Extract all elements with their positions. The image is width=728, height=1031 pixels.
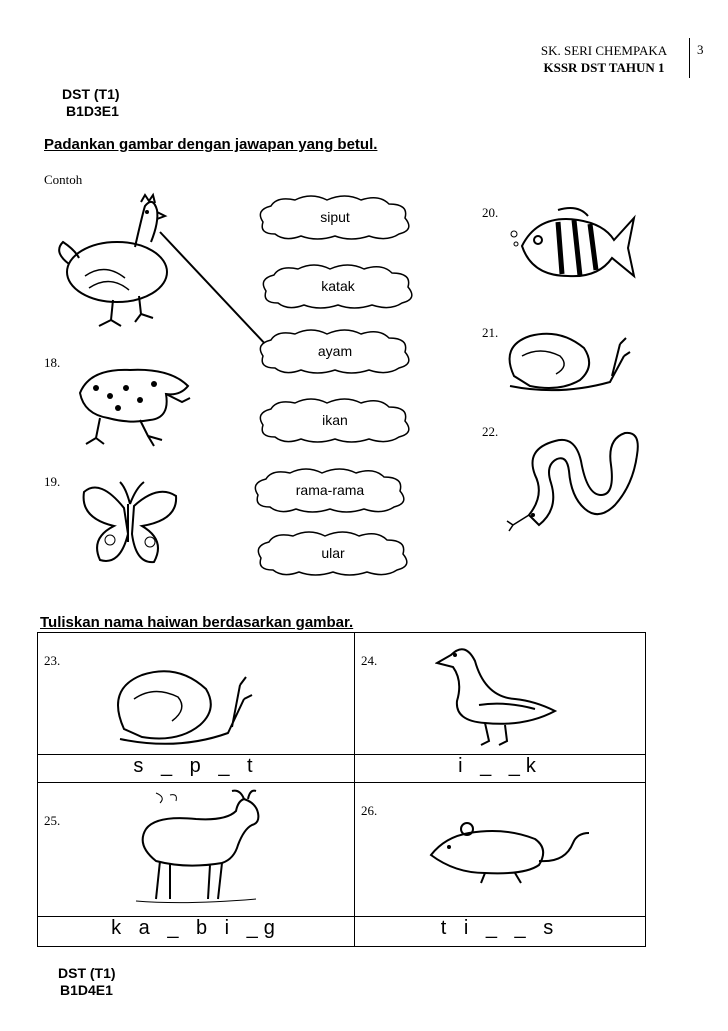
example-label: Contoh xyxy=(44,172,83,187)
question-24-cell xyxy=(355,633,646,755)
word-cloud-katak xyxy=(258,263,418,309)
question-26-cell xyxy=(355,783,646,917)
question-23-cell xyxy=(38,633,355,755)
question-26-number: 26. xyxy=(361,803,378,818)
question-20-number: 20. xyxy=(482,205,499,220)
word-ikan: ikan xyxy=(322,412,348,428)
question-25-cell xyxy=(38,783,355,917)
question-19-number: 19. xyxy=(44,474,61,489)
answer-grid xyxy=(37,632,646,947)
section2-title: Tuliskan nama haiwan berdasarkan gambar. xyxy=(40,614,354,631)
word-ayam: ayam xyxy=(317,343,353,359)
butterfly-illustration xyxy=(80,478,180,568)
section1-title: Padankan gambar dengan jawapan yang betul. xyxy=(44,136,378,153)
exam-name: KSSR DST TAHUN 1 xyxy=(543,60,665,75)
answer-25: k a _ b i _g xyxy=(38,917,355,947)
school-name: SK. SERI CHEMPAKA xyxy=(540,43,668,58)
question-24-number: 24. xyxy=(361,653,378,668)
answer-26: t i _ _ s xyxy=(355,917,646,947)
word-ular: ular xyxy=(321,545,345,561)
word-siput: siput xyxy=(320,209,350,225)
code-bottom-a: DST (T1) xyxy=(58,965,116,981)
word-cloud-rama-rama xyxy=(250,467,410,513)
question-23-number: 23. xyxy=(44,653,61,668)
code-top-b: B1D3E1 xyxy=(66,103,119,119)
word-cloud-ikan xyxy=(255,397,415,443)
fish-illustration xyxy=(508,206,638,286)
word-rama-rama: rama-rama xyxy=(295,482,365,498)
rat-illustration xyxy=(425,803,595,903)
snail-illustration-23 xyxy=(108,659,258,749)
word-cloud-ular xyxy=(253,530,413,576)
word-cloud-ayam xyxy=(255,328,415,374)
page-number: 3 xyxy=(697,42,704,57)
word-cloud-siput xyxy=(255,194,415,240)
code-bottom-b: B1D4E1 xyxy=(60,982,113,998)
answer-24: i _ _k xyxy=(355,755,646,783)
question-25-number: 25. xyxy=(44,813,61,828)
code-top-a: DST (T1) xyxy=(62,86,120,102)
snail-illustration xyxy=(500,326,640,396)
frog-illustration xyxy=(70,358,195,448)
snake-illustration xyxy=(505,425,645,535)
question-21-number: 21. xyxy=(482,325,499,340)
question-22-number: 22. xyxy=(482,424,499,439)
answer-23: s _ p _ t xyxy=(38,755,355,783)
word-katak: katak xyxy=(321,278,355,294)
goat-illustration xyxy=(126,789,266,913)
duck-illustration xyxy=(435,641,575,751)
question-18-number: 18. xyxy=(44,355,61,370)
